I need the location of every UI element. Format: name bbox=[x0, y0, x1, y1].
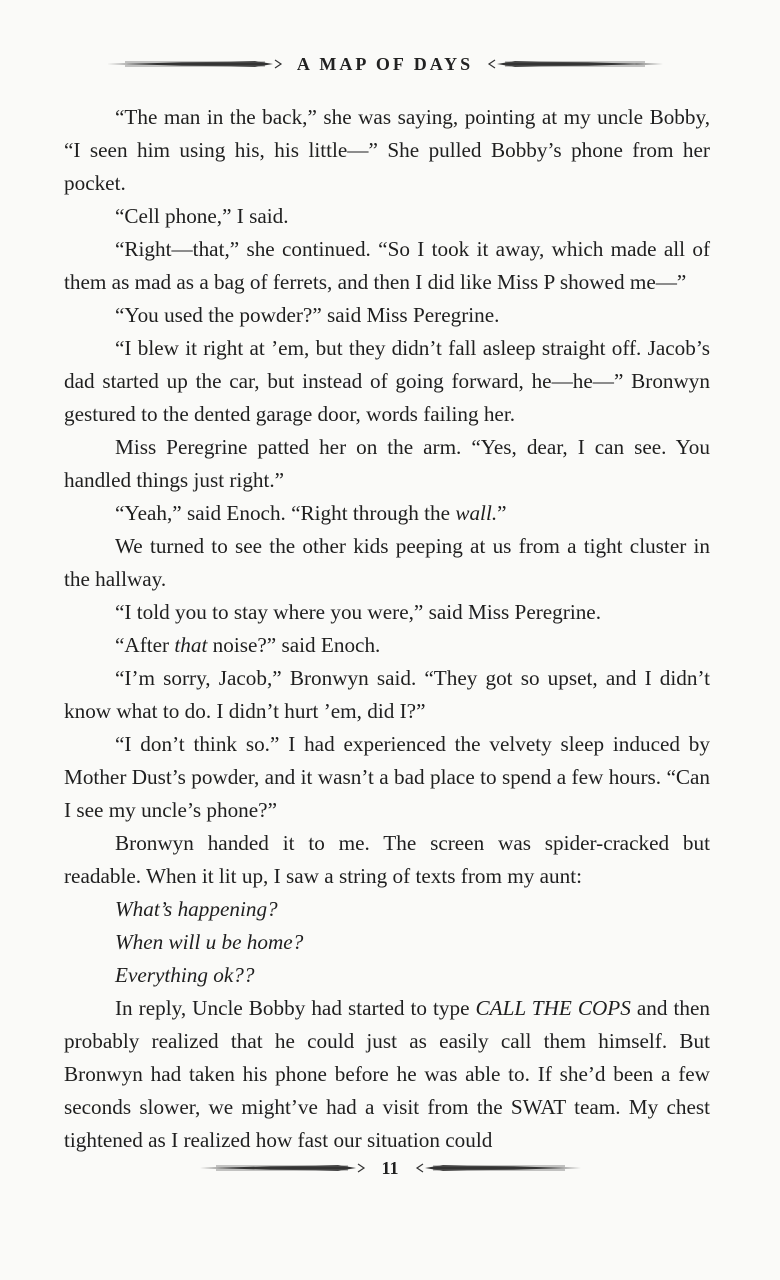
paragraph-text: “Yeah,” said Enoch. “Right through the bbox=[115, 501, 456, 525]
paragraph: “The man in the back,” she was saying, pointing at my uncle Bobby, “I seen him using his, his little—” She pulled Bobby’s phone from her pocket. bbox=[64, 105, 710, 195]
text-message: What’s happening? bbox=[115, 897, 278, 921]
page-header bbox=[100, 48, 670, 80]
paragraph: “I blew it right at ’em, but they didn’t fall asleep straight off. Jacob’s dad started up the car, but instead of going forward, he—he—” Bronwyn gestured to the dented garage door, words failing her. bbox=[64, 336, 710, 426]
paragraph: “I don’t think so.” I had experienced the velvety sleep induced by Mother Dust’s powder, and it wasn’t a bad place to spend a few hours. “Can I see my uncle’s phone?” bbox=[64, 732, 710, 822]
header-left-ornament bbox=[100, 57, 285, 71]
text-message: Everything ok?? bbox=[115, 963, 255, 987]
paragraph: We turned to see the other kids peeping at us from a tight cluster in the hallway. bbox=[64, 534, 710, 591]
paragraph: Bronwyn handed it to me. The screen was spider-cracked but readable. When it lit up, I saw a string of texts from my aunt: bbox=[64, 831, 710, 888]
footer-right-ornament bbox=[413, 1161, 601, 1175]
paragraph bbox=[64, 629, 710, 662]
paragraph: “I told you to stay where you were,” said Miss Peregrine. bbox=[115, 600, 602, 624]
paragraph: “Cell phone,” I said. bbox=[115, 204, 289, 228]
header-right-ornament bbox=[485, 57, 670, 71]
page-number: 11 bbox=[381, 1157, 399, 1178]
emphasis: wall. bbox=[455, 501, 498, 525]
emphasis: that bbox=[174, 633, 208, 657]
paragraph: “You used the powder?” said Miss Peregrine. bbox=[115, 303, 500, 327]
paragraph-text: noise?” said Enoch. bbox=[207, 633, 381, 657]
paragraph bbox=[64, 992, 710, 1157]
paragraph bbox=[64, 497, 710, 530]
paragraph: Miss Peregrine patted her on the arm. “Yes, dear, I can see. You handled things just right.” bbox=[64, 435, 710, 492]
paragraph: “I’m sorry, Jacob,” Bronwyn said. “They got so upset, and I didn’t know what to do. I didn’t hurt ’em, did I?” bbox=[64, 666, 710, 723]
page-body bbox=[64, 101, 710, 1157]
emphasis: CALL THE COPS bbox=[475, 996, 631, 1020]
paragraph-text: “After bbox=[115, 633, 175, 657]
paragraph: “Right—that,” she continued. “So I took it away, which made all of them as mad as a bag of ferrets, and then I did like Miss P showed me—” bbox=[64, 237, 710, 294]
running-head: A MAP OF DAYS bbox=[296, 53, 474, 74]
page-footer bbox=[180, 1152, 600, 1184]
text-message: When will u be home? bbox=[115, 930, 304, 954]
footer-left-ornament bbox=[180, 1161, 368, 1175]
paragraph-text: and then probably realized that he could just as easily call them himself. But Bronwyn had taken his phone before he was able to. If she’d been a few seconds slower, we might’ve had a visit from the SWAT team. My chest tightened as I realized how fast our situation could bbox=[64, 996, 710, 1152]
paragraph-text: In reply, Uncle Bobby had started to type bbox=[115, 996, 476, 1020]
paragraph-text: ” bbox=[497, 501, 507, 525]
